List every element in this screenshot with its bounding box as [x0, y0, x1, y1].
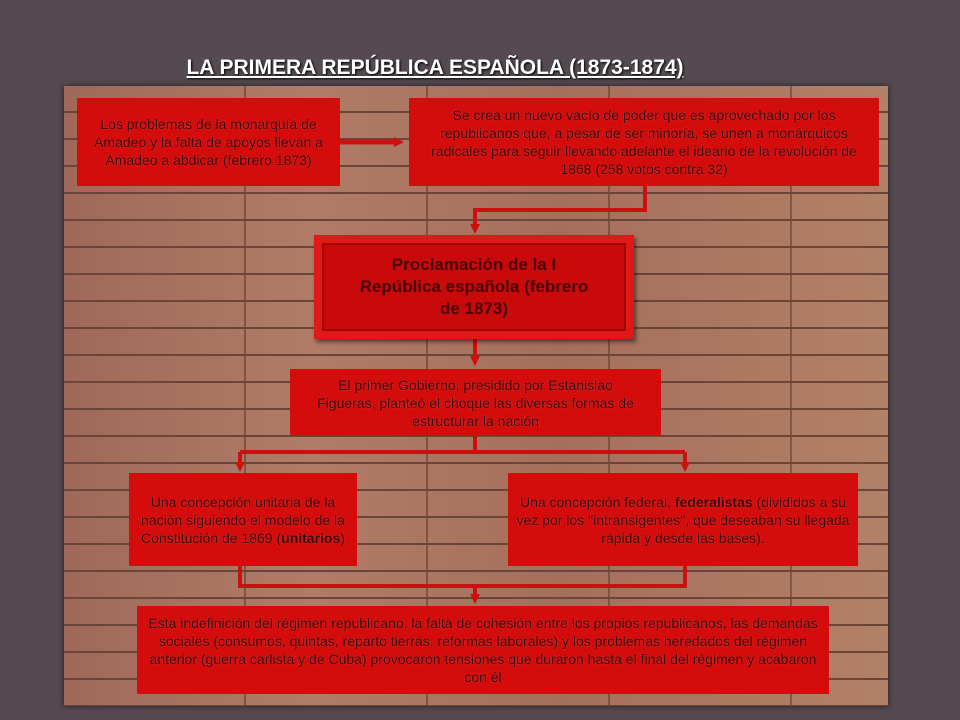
arrow-gobierno-split [240, 436, 685, 467]
box-amadeo-abdica [77, 98, 340, 186]
box-primer-gobierno [290, 369, 661, 436]
box-concepcion-federal [508, 473, 858, 566]
box-proclamacion-text: Proclamación de la I República española (febrero de 1873) [359, 255, 589, 318]
box-unitaria-text [135, 493, 351, 547]
box-federal-text [514, 493, 852, 547]
box-vacio-poder [409, 98, 879, 186]
box-proclamacion [314, 235, 634, 339]
box-vacio-text: Se crea un nuevo vacío de poder que es aprovechado por los republicanos que, a pesar de ser minoría, se unen a monárquicos radicales para seguir llevando adelante el ideario de la revolución de 1868 (258 votos contra 32) [431, 107, 857, 177]
page-title: LA PRIMERA REPÚBLICA ESPAÑOLA (1873-1874) [186, 56, 684, 79]
federal-text-bold: federalistas [674, 493, 753, 510]
unitaria-text-bold: unitarios [281, 529, 341, 546]
unitaria-text-pre: Una concepción unitaria de la nación siguiendo el modelo de la Constitución de 1869 ( [141, 493, 345, 546]
box-conclusion-text: Esta indefinición del régimen republicano, la falta de cohesión entre los propios republicanos, las demandas sociales (consumos, quintas, reparto tierras, reformas laborales) y los problemas heredados del régimen anterior (guerra carlista y de Cuba) provocaron tensiones que duraron hasta el final del régimen y acabaron con él [148, 615, 818, 685]
box-amadeo-text: Los problemas de la monarquía de Amadeo y la falta de apoyos llevan a Amadeo a abdicar (febrero 1873) [94, 116, 323, 168]
box-gobierno-text: El primer Gobierno, presidido por Estanislao Figueras, planteó el choque las diversas formas de estructurar la nación [317, 376, 634, 429]
federal-text-pre: Una concepción federal, [519, 493, 675, 510]
federal-text-post: (divididos a su vez por los "intransigentes", que deseaban su llegada rápida y desde las bases). [516, 493, 850, 546]
box-conclusion [137, 606, 829, 694]
arrow-merge-final [240, 566, 685, 600]
unitaria-text-post: ) [340, 529, 345, 546]
arrow-vacio-proclamacion [475, 186, 645, 230]
box-concepcion-unitaria [129, 473, 357, 566]
